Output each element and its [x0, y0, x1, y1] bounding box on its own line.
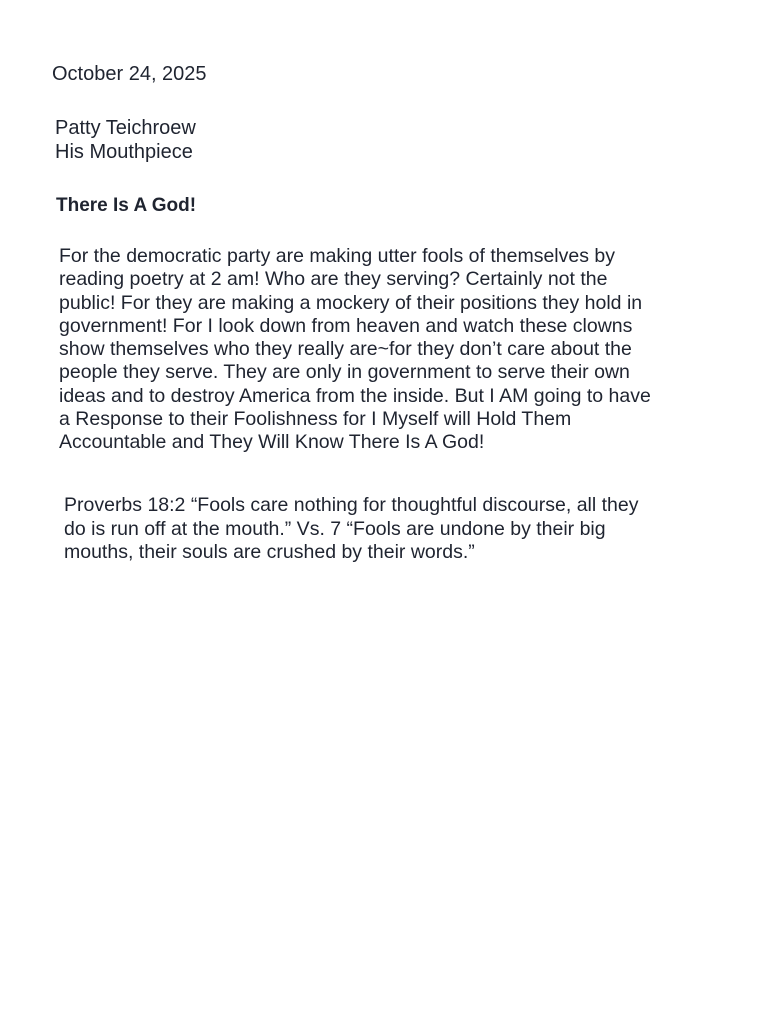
body-paragraph: [59, 245, 759, 455]
scripture-line: Proverbs 18:2 “Fools care nothing for thoughtful discourse, all they: [64, 494, 639, 516]
body-line: Accountable and They Will Know There Is A God!: [59, 431, 485, 454]
body-line: people they serve. They are only in government to serve their own: [59, 361, 630, 384]
body-line: show themselves who they really are~for they don’t care about the: [59, 338, 632, 361]
body-line: reading poetry at 2 am! Who are they serving? Certainly not the: [59, 268, 608, 291]
scripture-line: mouths, their souls are crushed by their words.”: [64, 541, 475, 563]
author-block: [55, 116, 196, 164]
scripture-line: do is run off at the mouth.” Vs. 7 “Fools are undone by their big: [64, 517, 606, 540]
author-name: Patty Teichroew: [55, 117, 196, 139]
body-line: public! For they are making a mockery of their positions they hold in: [59, 291, 643, 314]
body-line: ideas and to destroy America from the inside. But I AM going to have: [59, 384, 651, 407]
letter-title: There Is A God!: [56, 195, 197, 216]
author-role: His Mouthpiece: [55, 141, 193, 163]
body-line: For the democratic party are making utter fools of themselves by: [59, 245, 615, 267]
letter-date: October 24, 2025: [52, 63, 207, 85]
body-line: government! For I look down from heaven and watch these clowns: [59, 314, 633, 337]
scripture-paragraph: [64, 494, 754, 565]
body-line: a Response to their Foolishness for I Myself will Hold Them: [59, 408, 572, 431]
